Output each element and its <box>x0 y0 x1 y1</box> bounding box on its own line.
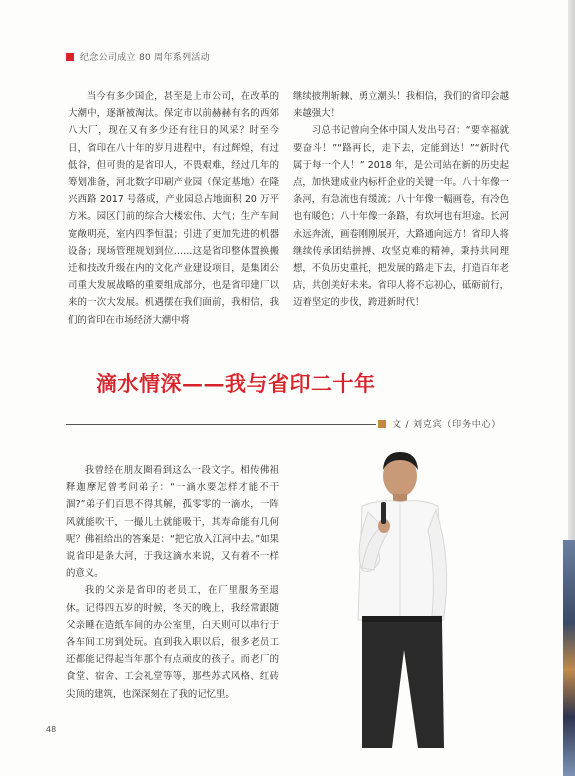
photo-trousers <box>362 622 444 748</box>
microphone-icon <box>381 502 386 524</box>
top-left-column <box>68 88 279 329</box>
paragraph: 当今有多少国企，甚至是上市公司，在改革的大潮中，逐渐被淘汰。保定市以前赫赫有名的西郊八大厂，现在又有多少还有往日的风采？时至今日，省印在八十年的岁月进程中，有过辉煌，有过低谷，但可贵的是省印人，不畏艰难，经过几年的筹划准备，河北数字印刷产业园（保定基地）在隆兴西路 2017 号落成，产业园总占地面积 20 万平方米。园区门前的综合大楼宏伟、大气；生产车间宽敞明亮，室内四季恒温；引进了更加先进的机器设备；现场管理规划到位……这是省印整体置换搬迁和技改升级在内的文化产业建设项目，是集团公司重大发展战略的重要组成部分，也是省印建厂以来的一次大发展。机遇摆在我们面前，我相信，我们的省印在市场经济大潮中将 <box>68 91 279 326</box>
running-header-label: 纪念公司成立 80 周年系列活动 <box>80 53 210 63</box>
paragraph: 习总书记曾向全体中国人发出号召：“要幸福就要奋斗！”“路再长，走下去，定能到达！”“新时代属于每一个人！” 2018 年，是公司站在新的历史起点，加快建成业内标杆企业的关键一年。八十年像一条河，有急流也有缓流；八十年像一幅画卷，有冷色也有暖色；八十年像一条路，有坎坷也有坦途。长河永远奔流，画卷刚刚展开，大路通向远方！省印人将继续传承团结拼搏、攻坚克难的精神，秉持共同理想，不负历史重托，把发展的路走下去，打造百年老店，共创美好未来。省印人将不忘初心，砥砺前行，迈着坚定的步伐，跨进新时代！ <box>293 125 509 309</box>
byline-text: 文 / 刘克宾（印务中心） <box>392 420 502 430</box>
author-photo <box>332 440 562 748</box>
byline-divider <box>66 424 376 425</box>
top-right-column <box>293 88 509 312</box>
article-body-column <box>66 462 279 703</box>
page-number: 48 <box>46 725 57 734</box>
byline-marker-icon <box>378 420 386 428</box>
running-header <box>66 50 210 63</box>
article-byline <box>378 417 501 430</box>
article-title: 滴水情深——我与省印二十年 <box>96 371 376 396</box>
paragraph: 我曾经在朋友圈看到这么一段文字。相传佛祖释迦摩尼曾考问弟子：“一滴水要怎样才能不干涸?”弟子们百思不得其解，孤零零的一滴水，一阵风就能吹干，一撮儿土就能吸干，其寿命能有几何呢？佛祖给出的答案是：“把它放入江河中去。”如果说省印是条大河，于我这滴水来说，又有着不一样的意义。 <box>66 465 279 580</box>
paragraph: 我的父亲是省印的老员工，在厂里服务至退休。记得四五岁的时候，冬天的晚上，我经常跟随父亲睡在造纸车间的办公室里，白天则可以串行于各车间工房到处玩。直到我入职以后，很多老员工还都能记得起当年那个有点顽皮的孩子。而老厂的食堂、宿舍、工会礼堂等等，那些苏式风格、红砖尖顶的建筑，也深深刻在了我的记忆里。 <box>66 585 279 700</box>
header-marker-icon <box>66 53 74 61</box>
next-page-edge-image <box>563 540 575 776</box>
photo-belt <box>362 616 442 622</box>
paragraph: 继续披荆斩棘、勇立潮头！我相信，我们的省印会越来越强大！ <box>293 91 509 120</box>
